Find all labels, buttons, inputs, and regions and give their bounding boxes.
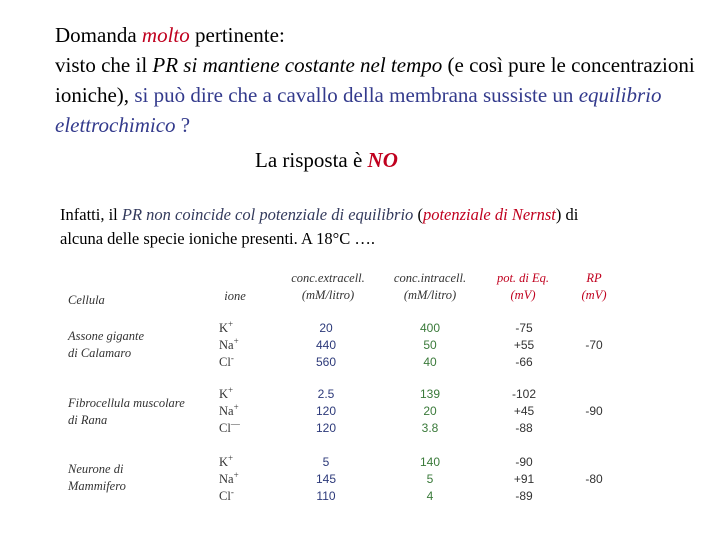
pr-statement: PR si mantiene costante nel tempo: [152, 53, 443, 77]
row-1-ions: K+ Na+ Cl-: [219, 318, 239, 369]
intro-line-1: Domanda molto pertinente:: [55, 23, 285, 47]
pr-not-equilibrium: PR non coincide col potenziale di equilibrio: [121, 205, 414, 224]
electrochemical-equilibrium: equilibrio elettrochimico: [55, 83, 662, 137]
header-eq-potential: pot. di Eq. (mV): [496, 271, 550, 302]
header-extracellular: conc.extracell. (mM/litro): [291, 271, 365, 302]
row-2-ions: K+ Na+ Cl—: [219, 384, 240, 435]
row-1-cell-name: Assone gigante di Calamaro: [68, 329, 145, 360]
row-3-rp: -80: [585, 472, 603, 486]
row-2-intracellular: 139 20 3.8: [419, 387, 441, 435]
row-1-rp: -70: [585, 338, 603, 352]
row-3-intracellular: 140 5 4: [419, 455, 441, 503]
molto-emphasis: molto: [141, 23, 190, 47]
header-ione: ione: [224, 289, 246, 303]
infatti-paragraph: Infatti, il PR non coincide col potenziale di equilibrio (potenziale di Nernst) di alcuna delle specie ioniche presenti. A 18°C ….: [60, 205, 579, 248]
row-3-extracellular: 5 145 110: [315, 455, 337, 503]
row-3-cell-name: Neurone di Mammifero: [68, 462, 126, 493]
answer-line: La risposta è NO: [255, 148, 398, 172]
header-intracellular: conc.intracell. (mM/litro): [393, 271, 467, 302]
answer-no: NO: [367, 148, 398, 172]
row-2-eq-potential: -102 +45 -88: [511, 387, 537, 435]
row-1-extracellular: 20 440 560: [315, 321, 337, 369]
nernst-potential: potenziale di Nernst: [422, 205, 556, 224]
row-1-intracellular: 400 50 40: [419, 321, 441, 369]
row-2-extracellular: 2.5 120 120: [315, 387, 337, 435]
row-3-eq-potential: -90 +91 -89: [513, 455, 535, 503]
intro-question: visto che il PR si mantiene costante nel tempo (e così pure le concentrazioni ioniche), si può dire che a cavallo della membrana sussiste un equilibrio elettrochimico ?: [55, 53, 695, 137]
header-cellula: Cellula: [68, 293, 105, 307]
row-2-rp: -90: [585, 404, 603, 418]
row-1-eq-potential: -75 +55 -66: [513, 321, 535, 369]
row-3-ions: K+ Na+ Cl-: [219, 452, 239, 503]
header-rp: RP (mV): [581, 271, 607, 302]
row-2-cell-name: Fibrocellula muscolare di Rana: [68, 396, 185, 427]
